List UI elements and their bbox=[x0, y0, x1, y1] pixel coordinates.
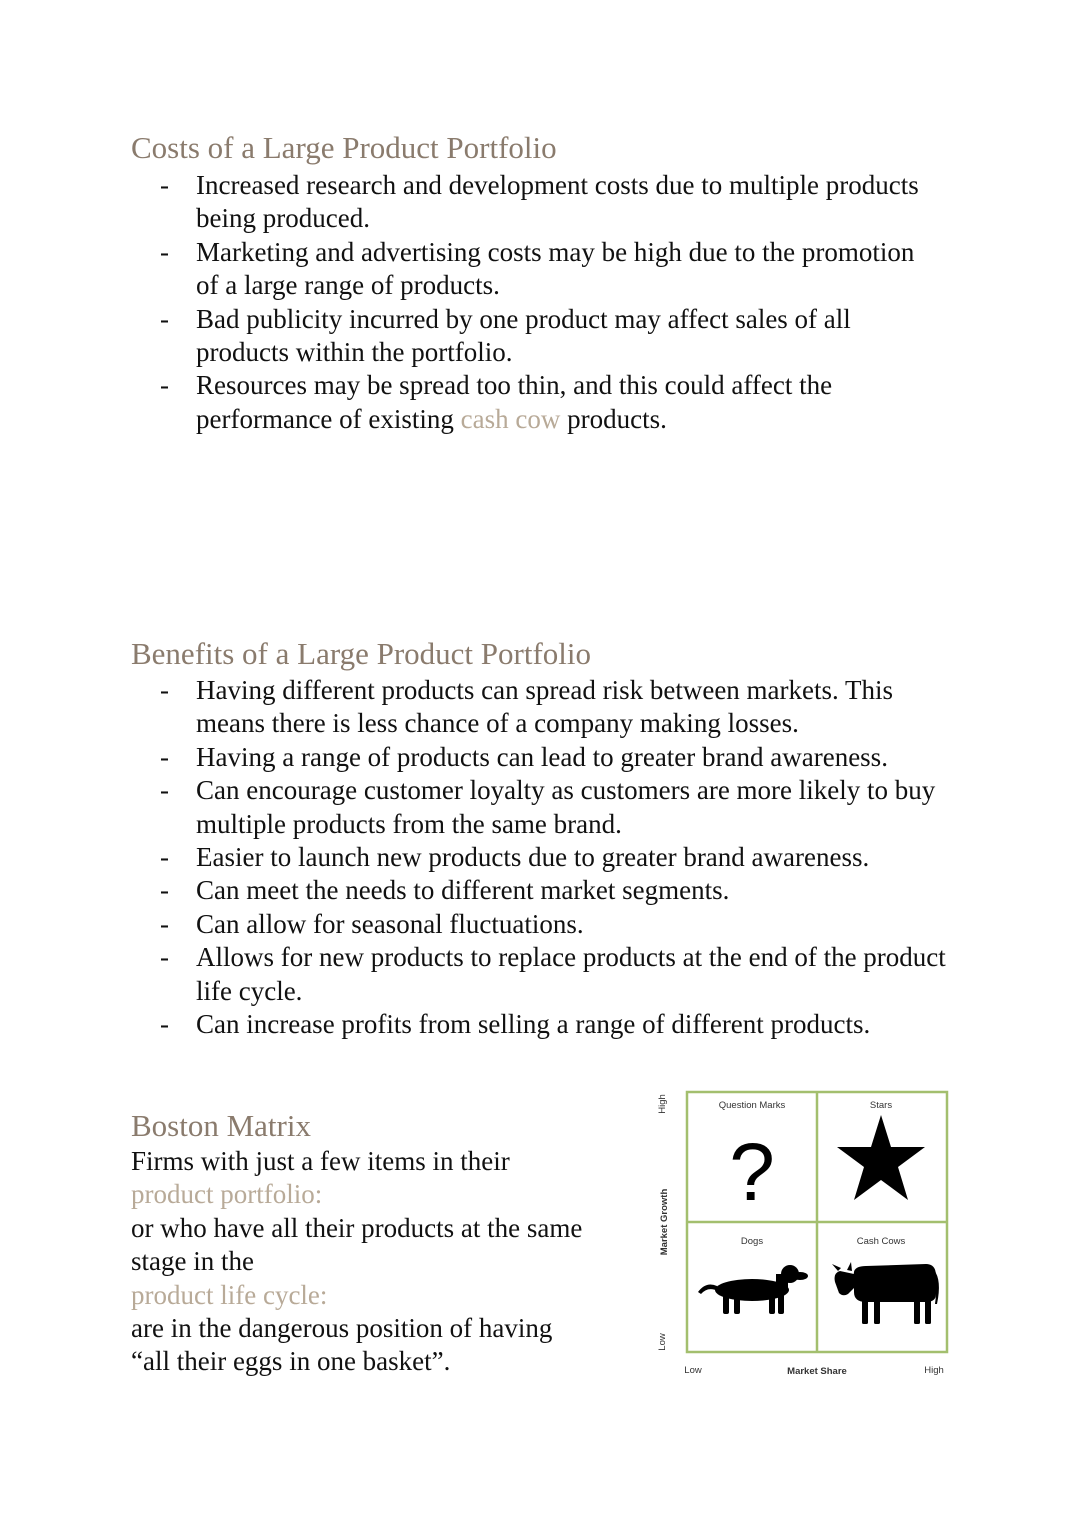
y-axis-low-label: Low bbox=[657, 1333, 668, 1351]
x-axis-high-label: High bbox=[924, 1365, 944, 1376]
costs-item: - Resources may be spread too thin, and this could affect the performance of existing cash cow products. bbox=[160, 370, 833, 434]
cow-icon bbox=[832, 1262, 939, 1324]
benefits-item: - Allows for new products to replace products at the end of the product life cycle. bbox=[160, 942, 946, 1006]
costs-heading: Costs of a Large Product Portfolio bbox=[131, 130, 557, 165]
benefits-item: - Can increase profits from selling a range of different products. bbox=[160, 1009, 871, 1040]
boston-matrix-diagram bbox=[640, 1080, 960, 1385]
stars-label: Stars bbox=[869, 1100, 893, 1111]
costs-item: - Bad publicity incurred by one product may affect sales of all products within the portfolio. bbox=[160, 303, 851, 368]
costs-item: - Increased research and development costs due to multiple products being produced. bbox=[160, 170, 919, 234]
benefits-item: - Can meet the needs to different market segments. bbox=[160, 875, 730, 906]
cash-cow-highlight: cash cow bbox=[460, 403, 561, 434]
x-axis-title: Market Share bbox=[787, 1366, 847, 1377]
benefits-item: - Can allow for seasonal fluctuations. bbox=[160, 908, 584, 939]
benefits-list bbox=[160, 674, 960, 1041]
dogs-label: Dogs bbox=[740, 1236, 764, 1247]
benefits-heading: Benefits of a Large Product Portfolio bbox=[131, 636, 592, 671]
question-mark-icon: ? bbox=[729, 1127, 775, 1218]
boston-description: Firms with just a few items in their product portfolio: or who have all their products at the same stage in the product life cycle: are in the dangerous position of having “all their eggs in one basket”. bbox=[131, 1145, 631, 1379]
benefits-item: - Can encourage customer loyalty as customers are more likely to buy multiple products from the same brand. bbox=[160, 775, 936, 839]
cash-cows-label: Cash Cows bbox=[856, 1236, 906, 1247]
benefits-item: - Easier to launch new products due to greater brand awareness. bbox=[160, 842, 870, 873]
question-marks-label: Question Marks bbox=[718, 1100, 786, 1111]
benefits-item: - Having different products can spread risk between markets. This means there is less chance of a company making losses. bbox=[160, 675, 894, 739]
y-axis-title: Market Growth bbox=[659, 1188, 670, 1256]
boston-heading: Boston Matrix bbox=[131, 1108, 311, 1143]
star-icon bbox=[837, 1115, 925, 1200]
x-axis-low-label: Low bbox=[684, 1365, 702, 1376]
costs-item: - Marketing and advertising costs may be high due to the promotion of a large range of products. bbox=[160, 236, 915, 301]
y-axis-high-label: High bbox=[657, 1094, 668, 1114]
product-portfolio-highlight: product portfolio: bbox=[131, 1179, 323, 1210]
dog-icon bbox=[698, 1265, 808, 1314]
benefits-item: - Having a range of products can lead to greater brand awareness. bbox=[160, 741, 888, 772]
costs-list bbox=[160, 169, 920, 436]
product-life-cycle-highlight: product life cycle: bbox=[131, 1279, 328, 1310]
